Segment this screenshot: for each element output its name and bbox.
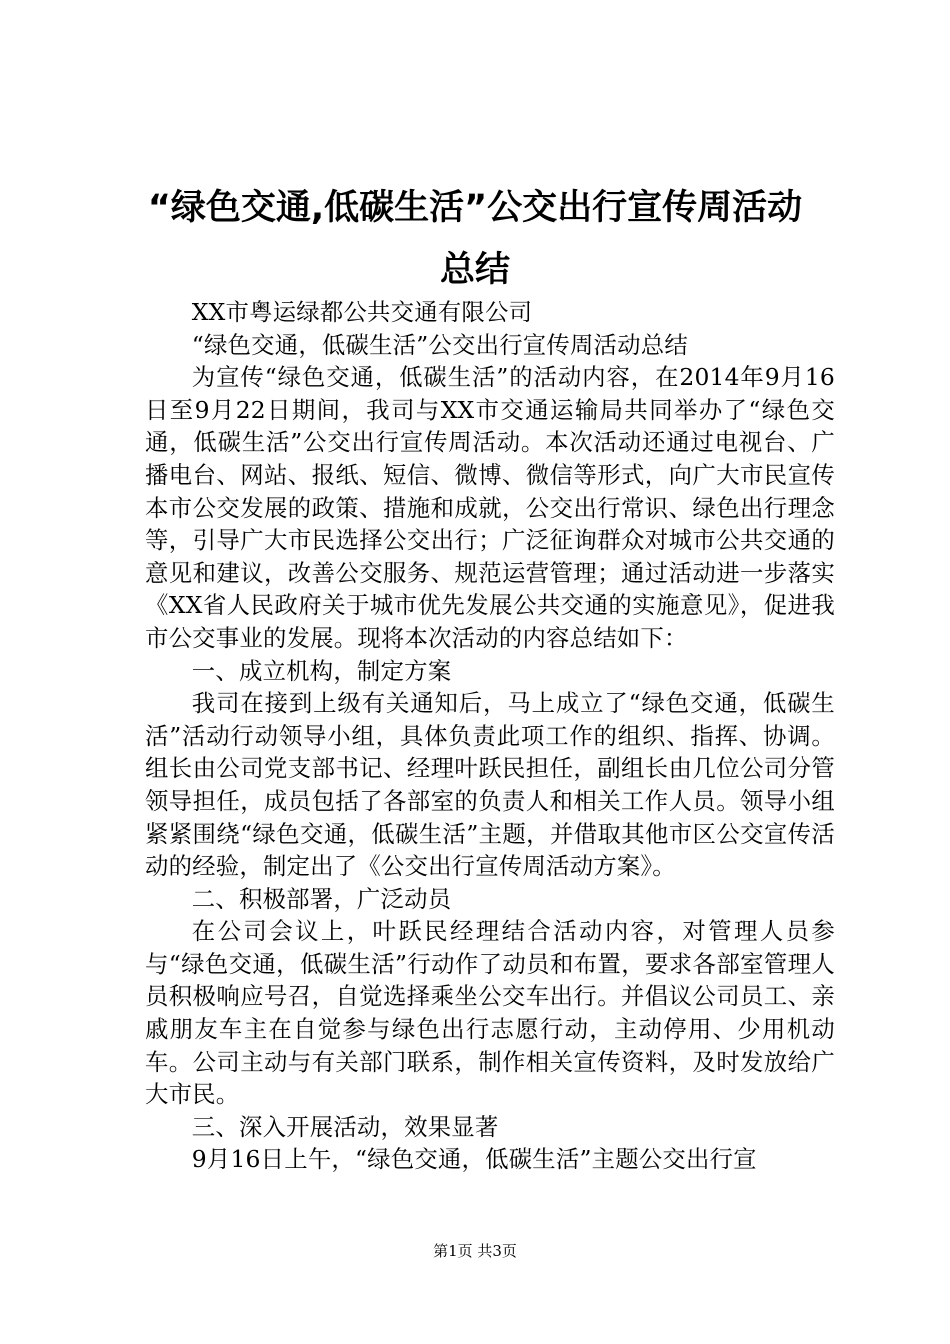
section-2-paragraph: 在公司会议上，叶跃民经理结合活动内容，对管理人员参与“绿色交通，低碳生活”行动作了动员和布置，要求各部室管理人员积极响应号召，自觉选择乘坐公交车出行。并倡议公司员工、亲戚朋友车主在自觉参与绿色出行志愿行动，主动停用、少用机动车。公司主动与有关部门联系，制作相关宣传资料，及时发放给广大市民。 (145, 917, 835, 1109)
section-heading-1: 一、成立机构，制定方案 (191, 656, 452, 685)
page-number-footer: 第1页 共3页 (433, 1242, 517, 1260)
document-title-line-2: 总结 (439, 250, 510, 290)
section-heading-3: 三、深入开展活动，效果显著 (191, 1112, 499, 1141)
document-title-line-1: “绿色交通,低碳生活”公交出行宣传周活动 (147, 188, 803, 228)
section-3-paragraph: 9月16日上午，“绿色交通，低碳生活”主题公交出行宣 (191, 1145, 757, 1174)
intro-paragraph: 为宣传“绿色交通，低碳生活”的活动内容，在2014年9月16日至9月22日期间，我司与XX市交通运输局共同举办了“绿色交通，低碳生活”公交出行宣传周活动。本次活动还通过电视台、广播电台、网站、报纸、短信、微博、微信等形式，向广大市民宣传本市公交发展的政策、措施和成就，公交出行常识、绿色出行理念等，引导广大市民选择公交出行；广泛征询群众对城市公共交通的意见和建议，改善公交服务、规范运营管理；通过活动进一步落实《XX省人民政府关于城市优先发展公共交通的实施意见》，促进我市公交事业的发展。现将本次活动的内容总结如下： (145, 363, 835, 652)
section-1-paragraph: 我司在接到上级有关通知后，马上成立了“绿色交通，低碳生活”活动行动领导小组，具体负责此项工作的组织、指挥、协调。组长由公司党支部书记、经理叶跃民担任，副组长由几位公司分管领导担任，成员包括了各部室的负责人和相关工作人员。领导小组紧紧围绕“绿色交通，低碳生活”主题，并借取其他市区公交宣传活动的经验，制定出了《公交出行宣传周活动方案》。 (145, 689, 835, 881)
company-name: XX市粤运绿都公共交通有限公司 (191, 298, 533, 326)
subtitle: “绿色交通，低碳生活”公交出行宣传周活动总结 (191, 330, 688, 359)
section-heading-2: 二、积极部署，广泛动员 (191, 884, 452, 913)
document-body (145, 296, 835, 1176)
